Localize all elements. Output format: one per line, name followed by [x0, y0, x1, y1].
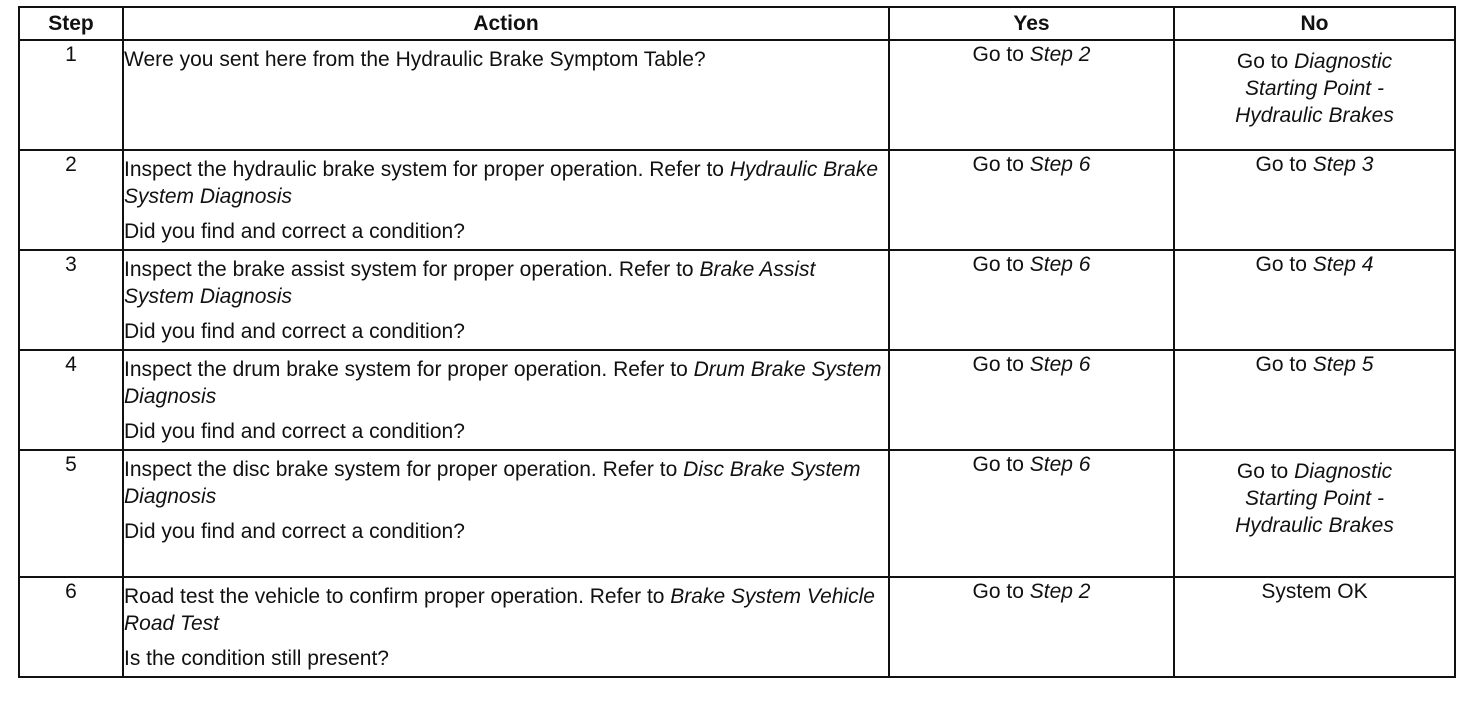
- step-number: 2: [19, 150, 123, 250]
- no-target: Step 5: [1312, 353, 1374, 376]
- yes-cell: [889, 150, 1174, 250]
- yes-target: Step 6: [1029, 453, 1091, 476]
- yes-target: Step 2: [1029, 580, 1091, 603]
- action-text: Road test the vehicle to confirm proper operation. Refer to: [124, 585, 671, 608]
- yes-target: Step 6: [1029, 153, 1091, 176]
- no-prefix: Go to: [1236, 460, 1295, 483]
- no-prefix: Go to: [1255, 153, 1313, 176]
- yes-prefix: Go to: [972, 353, 1030, 376]
- action-cell: [123, 40, 889, 150]
- action-question: Did you find and correct a condition?: [124, 320, 465, 343]
- header-row: [19, 7, 1455, 40]
- yes-target: Step 6: [1029, 253, 1091, 276]
- step-number: 3: [19, 250, 123, 350]
- action-cell: [123, 250, 889, 350]
- action-text: Inspect the drum brake system for proper operation. Refer to: [124, 358, 694, 381]
- action-cell: [123, 577, 889, 677]
- no-cell: [1174, 250, 1455, 350]
- yes-cell: [889, 350, 1174, 450]
- step-number: 6: [19, 577, 123, 677]
- no-cell: [1174, 577, 1455, 677]
- no-prefix: Go to: [1236, 50, 1295, 73]
- action-reference: Hydraulic Brake System Diagnosis: [124, 158, 879, 208]
- yes-cell: [889, 577, 1174, 677]
- action-text: Inspect the disc brake system for proper operation. Refer to: [124, 458, 684, 481]
- yes-prefix: Go to: [972, 43, 1030, 66]
- no-target: Step 4: [1312, 253, 1374, 276]
- diagnostic-table: [18, 6, 1456, 678]
- table-row: [19, 350, 1455, 450]
- action-question: Did you find and correct a condition?: [124, 520, 465, 543]
- header-step: Step: [19, 7, 123, 40]
- action-cell: [123, 450, 889, 577]
- no-cell: [1174, 40, 1455, 150]
- yes-cell: [889, 40, 1174, 150]
- no-cell: [1174, 350, 1455, 450]
- no-cell: [1174, 450, 1455, 577]
- action-reference: Brake Assist System Diagnosis: [124, 258, 816, 308]
- no-target: Step 3: [1312, 153, 1374, 176]
- step-number: 5: [19, 450, 123, 577]
- action-text: Inspect the brake assist system for proper operation. Refer to: [124, 258, 700, 281]
- action-cell: [123, 150, 889, 250]
- step-number: 1: [19, 40, 123, 150]
- no-result: System OK: [1261, 580, 1368, 603]
- table-row: [19, 150, 1455, 250]
- action-reference: Drum Brake System Diagnosis: [124, 358, 882, 408]
- action-question: Is the condition still present?: [124, 647, 389, 670]
- table-row: [19, 450, 1455, 577]
- no-target: Diagnostic Starting Point - Hydraulic Brakes: [1235, 50, 1394, 127]
- table-row: [19, 577, 1455, 677]
- yes-prefix: Go to: [972, 580, 1030, 603]
- yes-target: Step 6: [1029, 353, 1091, 376]
- step-number: 4: [19, 350, 123, 450]
- header-yes: Yes: [889, 7, 1174, 40]
- no-prefix: Go to: [1255, 353, 1313, 376]
- action-text: Were you sent here from the Hydraulic Brake Symptom Table?: [124, 48, 706, 71]
- action-question: Did you find and correct a condition?: [124, 220, 465, 243]
- action-cell: [123, 350, 889, 450]
- no-cell: [1174, 150, 1455, 250]
- action-reference: Brake System Vehicle Road Test: [124, 585, 875, 635]
- yes-cell: [889, 450, 1174, 577]
- yes-target: Step 2: [1029, 43, 1091, 66]
- yes-prefix: Go to: [972, 453, 1030, 476]
- no-prefix: Go to: [1255, 253, 1313, 276]
- table-row: [19, 250, 1455, 350]
- action-text: Inspect the hydraulic brake system for proper operation. Refer to: [124, 158, 730, 181]
- yes-prefix: Go to: [972, 253, 1030, 276]
- header-no: No: [1174, 7, 1455, 40]
- yes-prefix: Go to: [972, 153, 1030, 176]
- yes-cell: [889, 250, 1174, 350]
- no-target: Diagnostic Starting Point - Hydraulic Brakes: [1235, 460, 1394, 537]
- header-action: Action: [123, 7, 889, 40]
- action-reference: Disc Brake System Diagnosis: [124, 458, 861, 508]
- table-row: [19, 40, 1455, 150]
- action-question: Did you find and correct a condition?: [124, 420, 465, 443]
